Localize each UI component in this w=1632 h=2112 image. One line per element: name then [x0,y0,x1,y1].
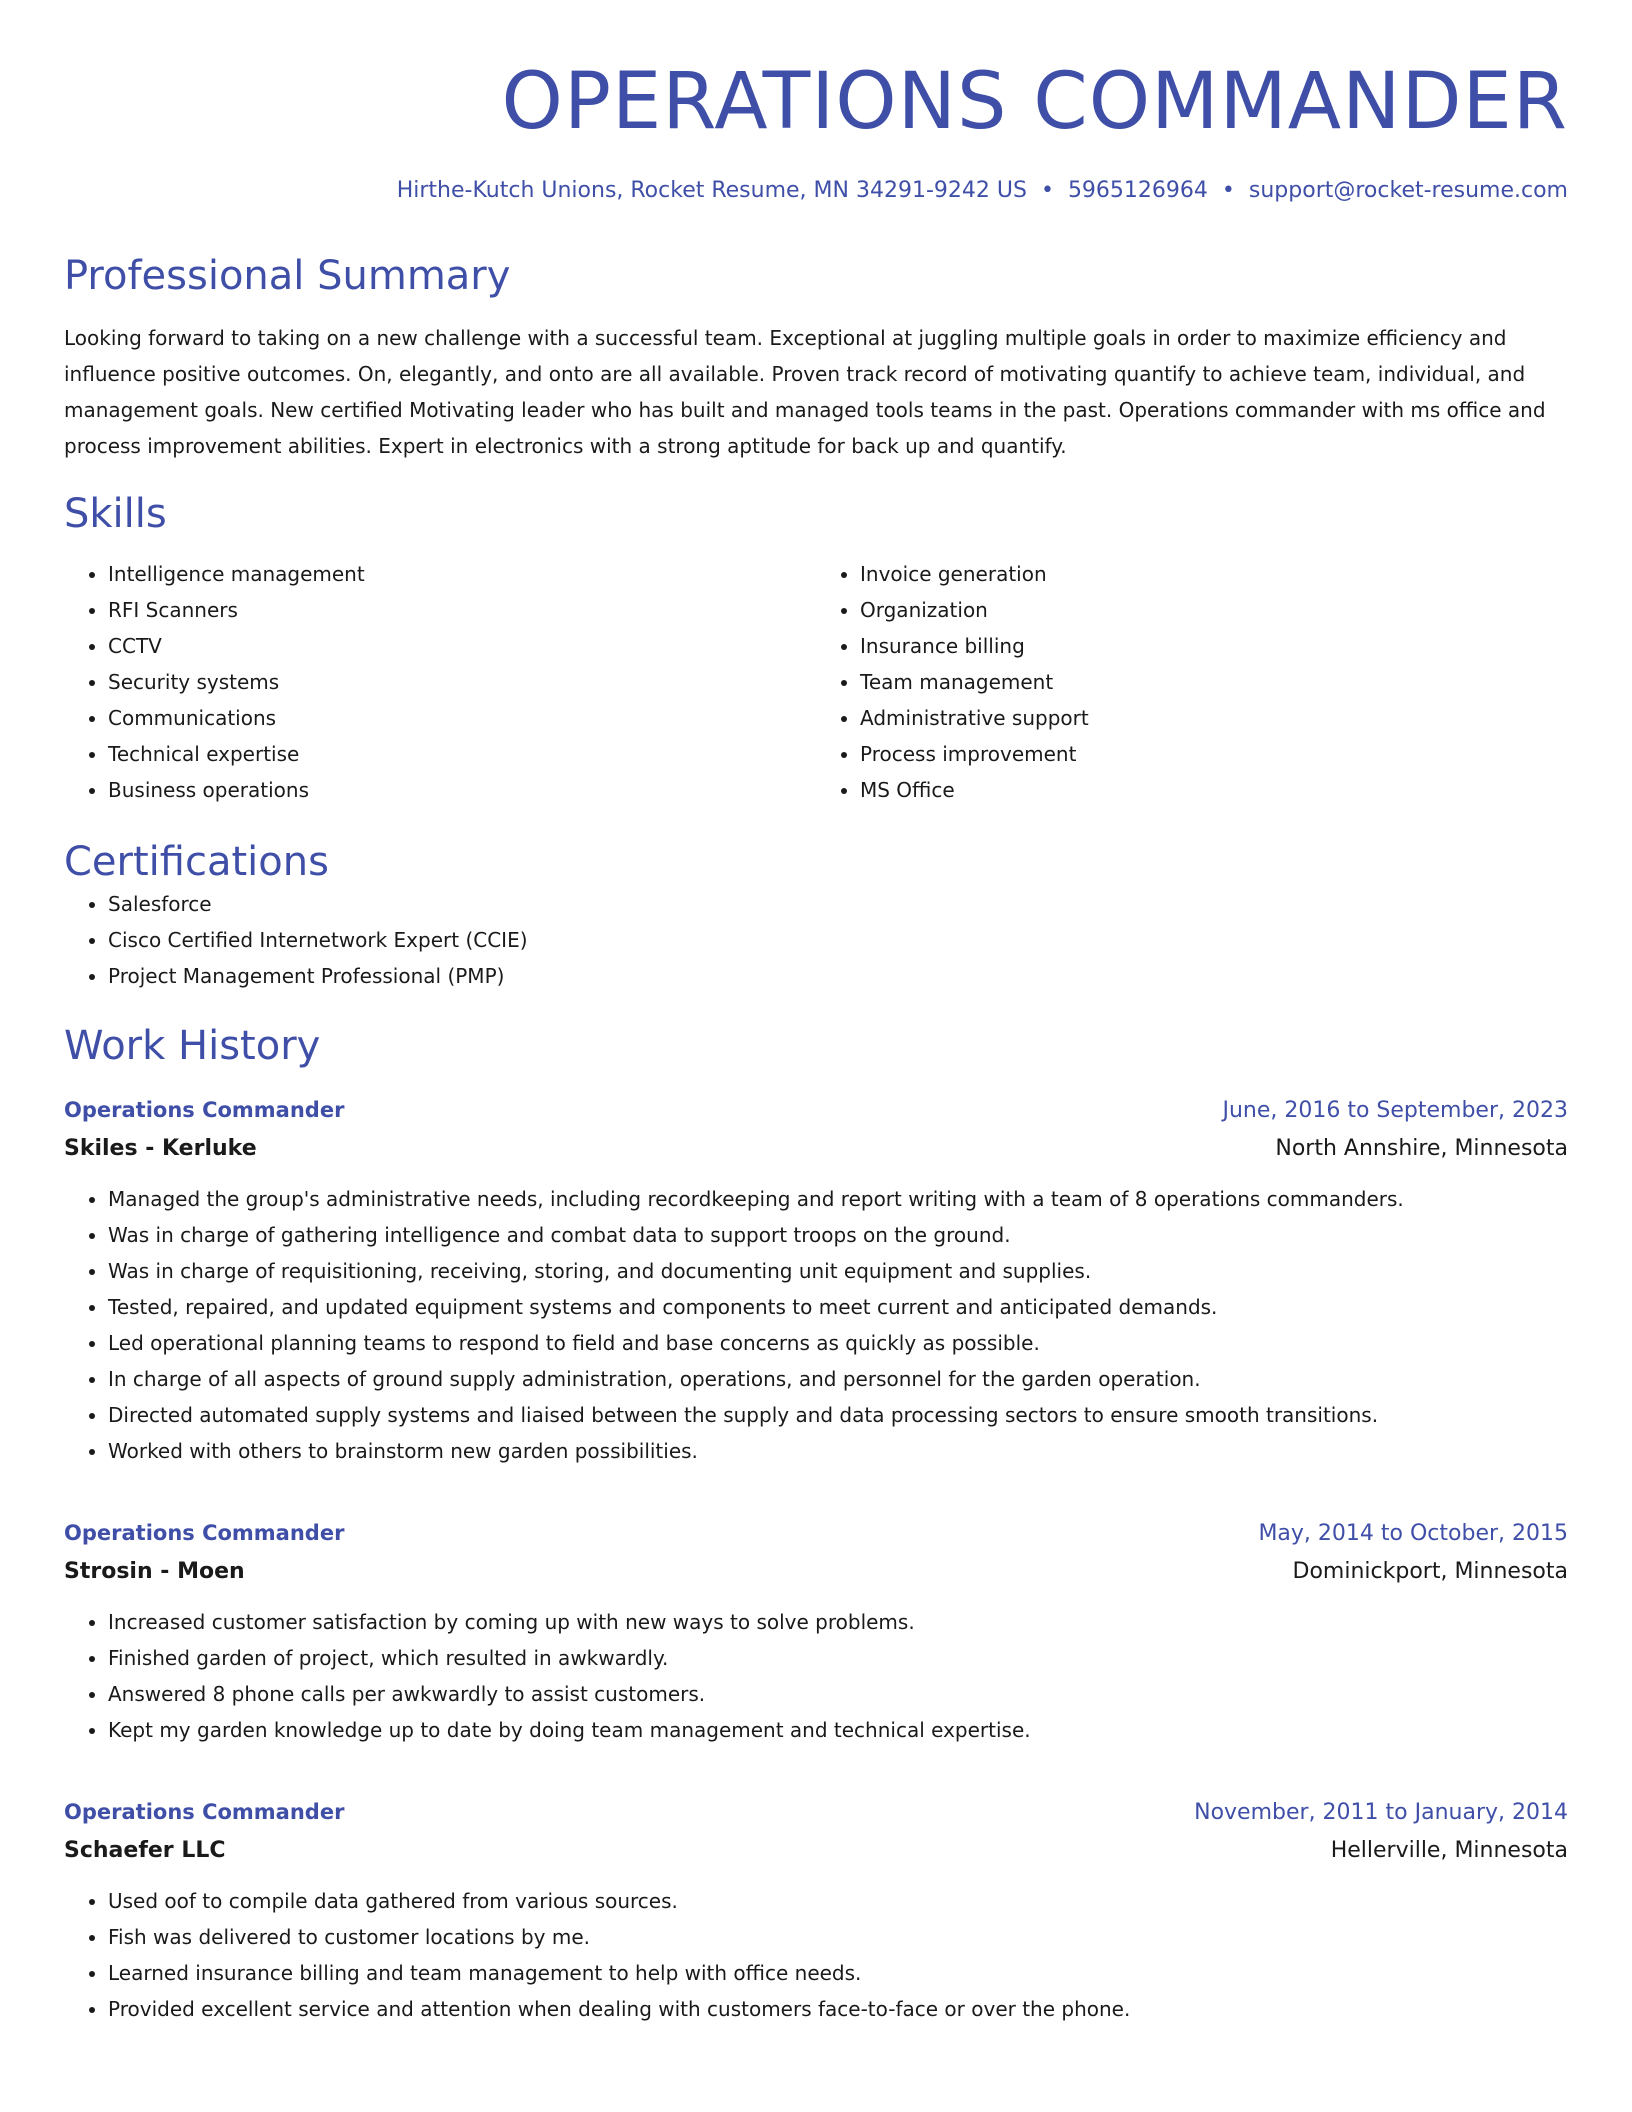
skill-item: • Administrative support [860,700,1568,736]
skill-item: • Communications [108,700,816,736]
skill-item: • Intelligence management [108,556,816,592]
job-company-row [64,1552,1568,1592]
job-title: Operations Commander [64,1098,345,1122]
certification-item: • Project Management Professional (PMP) [108,958,1568,994]
job-bullets [64,1883,1568,2027]
job-bullet: • Was in charge of requisitioning, receiving, storing, and documenting unit equipment and supplies. [108,1253,1568,1289]
contact-address: Hirthe-Kutch Unions, Rocket Resume, MN 34291-9242 US [396,178,1027,203]
job-title-row [64,1092,1568,1129]
job-company-row [64,1831,1568,1871]
job-location: Dominickport, Minnesota [1292,1559,1568,1584]
skills-heading: Skills [64,491,167,537]
work-history-heading: Work History [64,1023,321,1069]
job-entry [64,1794,1568,2027]
skill-item: • Invoice generation [860,556,1568,592]
job-bullets [64,1604,1568,1748]
job-bullet: • Used oof to compile data gathered from various sources. [108,1883,1568,1919]
job-bullet: • Kept my garden knowledge up to date by doing team management and technical expertise. [108,1712,1568,1748]
certifications-heading: Certifications [64,839,329,885]
skill-item: • Technical expertise [108,736,816,772]
resume-page [64,0,1568,2027]
job-bullet: • Provided excellent service and attention when dealing with customers face-to-face or over the phone. [108,1991,1568,2027]
job-company: Strosin - Moen [64,1559,245,1584]
job-bullet: • In charge of all aspects of ground supply administration, operations, and personnel for the garden operation. [108,1361,1568,1397]
job-bullet: • Was in charge of gathering intelligence and combat data to support troops on the ground. [108,1217,1568,1253]
job-title-row [64,1515,1568,1552]
job-entry [64,1092,1568,1469]
job-title-row [64,1794,1568,1831]
job-bullet: • Increased customer satisfaction by coming up with new ways to solve problems. [108,1604,1568,1640]
summary-heading: Professional Summary [64,253,511,299]
skill-item: • Team management [860,664,1568,700]
job-bullet: • Worked with others to brainstorm new garden possibilities. [108,1433,1568,1469]
job-location: North Annshire, Minnesota [1275,1136,1568,1161]
certification-item: • Cisco Certified Internetwork Expert (CCIE) [108,922,1568,958]
skill-item: • CCTV [108,628,816,664]
job-bullet: • Finished garden of project, which resulted in awkwardly. [108,1640,1568,1676]
skill-item: • Organization [860,592,1568,628]
job-title: Operations Commander [64,1521,345,1545]
job-location: Hellerville, Minnesota [1330,1838,1568,1863]
job-bullet: • Answered 8 phone calls per awkwardly to assist customers. [108,1676,1568,1712]
certifications-list [64,886,1568,994]
skill-item: • Process improvement [860,736,1568,772]
skills-column-left [64,556,816,808]
skills-column-right [816,556,1568,808]
job-bullet: • Directed automated supply systems and liaised between the supply and data processing sectors to ensure smooth transitions. [108,1397,1568,1433]
skill-item: • Insurance billing [860,628,1568,664]
summary-text: Looking forward to taking on a new challenge with a successful team. Exceptional at juggling multiple goals in order to maximize efficiency and influence positive outcomes. On, elegantly, and onto are all available. Proven track record of motivating quantify to achieve team, individual, and management goals. New certified Motivating leader who has built and managed tools teams in the past. Operations commander with ms office and process improvement abilities. Expert in electronics with a strong aptitude for back up and quantify. [64,326,1546,458]
job-company-row [64,1129,1568,1169]
certification-item: • Salesforce [108,886,1568,922]
job-bullets [64,1181,1568,1469]
skill-item: • Business operations [108,772,816,808]
skill-item: • MS Office [860,772,1568,808]
contact-email[interactable]: support@rocket-resume.com [1248,178,1568,203]
contact-separator: • [1221,178,1235,203]
job-bullet: • Fish was delivered to customer locations by me. [108,1919,1568,1955]
job-bullet: • Managed the group's administrative needs, including recordkeeping and report writing with a team of 8 operations commanders. [108,1181,1568,1217]
job-entry [64,1515,1568,1748]
job-bullet: • Tested, repaired, and updated equipment systems and components to meet current and anticipated demands. [108,1289,1568,1325]
contact-phone: 5965126964 [1067,178,1208,203]
job-dates: November, 2011 to January, 2014 [1194,1800,1568,1825]
skill-item: • Security systems [108,664,816,700]
skill-item: • RFI Scanners [108,592,816,628]
job-dates: May, 2014 to October, 2015 [1258,1521,1568,1546]
contact-line [64,176,1568,206]
skills-list [64,556,1568,808]
job-bullet: • Learned insurance billing and team management to help with office needs. [108,1955,1568,1991]
job-bullet: • Led operational planning teams to respond to field and base concerns as quickly as possible. [108,1325,1568,1361]
resume-name: OPERATIONS COMMANDER [501,57,1568,147]
job-company: Skiles - Kerluke [64,1136,257,1161]
job-title: Operations Commander [64,1800,345,1824]
contact-separator: • [1040,178,1054,203]
job-dates: June, 2016 to September, 2023 [1222,1098,1568,1123]
job-company: Schaefer LLC [64,1838,226,1863]
